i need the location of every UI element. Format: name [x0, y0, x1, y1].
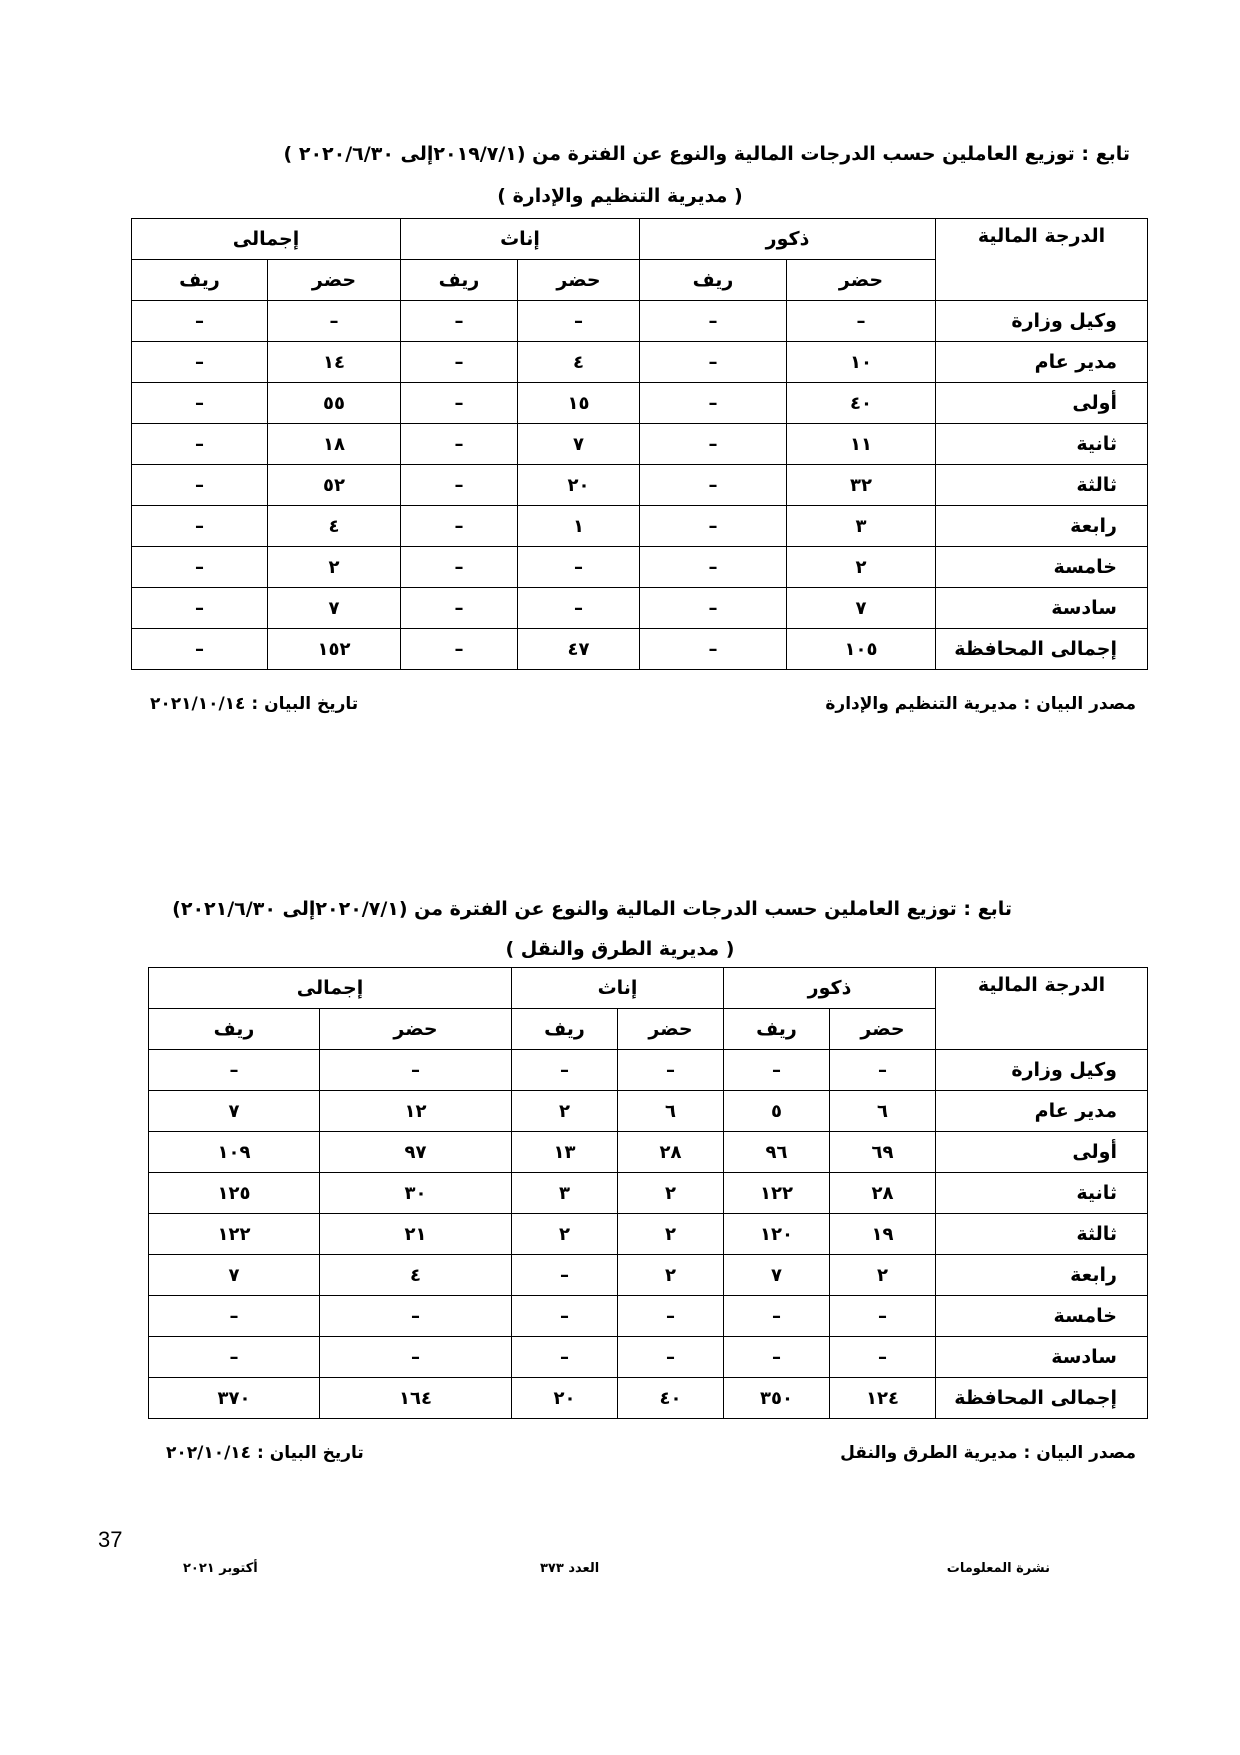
table-cell: – [618, 1337, 724, 1378]
males-rural-header: ريف [640, 260, 787, 301]
table-cell: ١٢٤ [830, 1378, 936, 1419]
table-cell: ٢٠ [512, 1378, 618, 1419]
males-urban-header: حضر [830, 1009, 936, 1050]
table-cell: – [149, 1337, 320, 1378]
table-cell: ١٢٠ [724, 1214, 830, 1255]
table-cell: ٥٢ [268, 465, 401, 506]
table-cell: – [132, 629, 268, 670]
table-cell: – [512, 1255, 618, 1296]
table-cell: – [830, 1296, 936, 1337]
table-cell: ٧ [787, 588, 936, 629]
grade-header: الدرجة المالية [936, 968, 1148, 1050]
table-cell: ٣ [787, 506, 936, 547]
females-header: إناث [512, 968, 724, 1009]
table-cell: – [618, 1050, 724, 1091]
table-cell: – [618, 1296, 724, 1337]
table-cell: ٧ [149, 1255, 320, 1296]
row-label: ثانية [936, 424, 1148, 465]
table-cell: – [518, 547, 640, 588]
footer-issue: العدد ٣٧٣ [540, 1561, 600, 1576]
table-cell: ٧ [149, 1091, 320, 1132]
table-row [149, 1296, 1148, 1337]
females-header: إناث [401, 219, 640, 260]
row-label: رابعة [936, 506, 1148, 547]
table-cell: ١٨ [268, 424, 401, 465]
table2-date: تاريخ البيان : ٢٠٢/١٠/١٤ [166, 1443, 364, 1463]
table-row [149, 1337, 1148, 1378]
table-cell: – [830, 1050, 936, 1091]
table-cell: – [132, 383, 268, 424]
table-cell: ٣٧٠ [149, 1378, 320, 1419]
row-label: إجمالى المحافظة [936, 1378, 1148, 1419]
table-cell: – [149, 1050, 320, 1091]
table-row [149, 1091, 1148, 1132]
table-cell: ٧ [724, 1255, 830, 1296]
table-cell: ١٢ [320, 1091, 512, 1132]
table-row [132, 547, 1148, 588]
table1 [131, 218, 1148, 670]
table-cell: ٣ [512, 1173, 618, 1214]
table-row [132, 424, 1148, 465]
table-cell: – [401, 506, 518, 547]
females-rural-header: ريف [512, 1009, 618, 1050]
table-row [149, 1214, 1148, 1255]
table-cell: ٢ [512, 1214, 618, 1255]
row-label: رابعة [936, 1255, 1148, 1296]
table-cell: – [787, 301, 936, 342]
total-urban-header: حضر [320, 1009, 512, 1050]
table-cell: ١٥ [518, 383, 640, 424]
males-rural-header: ريف [724, 1009, 830, 1050]
table-row [132, 342, 1148, 383]
table-cell: ٢ [512, 1091, 618, 1132]
table-cell: ٢ [618, 1173, 724, 1214]
table-cell: – [640, 506, 787, 547]
row-label: مدير عام [936, 342, 1148, 383]
row-label: ثانية [936, 1173, 1148, 1214]
table1-subtitle: ( مديرية التنظيم والإدارة ) [497, 185, 743, 207]
table-cell: – [640, 547, 787, 588]
table2 [148, 967, 1148, 1419]
table-cell: ٩٧ [320, 1132, 512, 1173]
table-cell: – [401, 465, 518, 506]
table-row [149, 1378, 1148, 1419]
table-cell: ١ [518, 506, 640, 547]
table-cell: – [724, 1050, 830, 1091]
table-cell: – [724, 1337, 830, 1378]
table-cell: ٢٨ [618, 1132, 724, 1173]
total-header: إجمالى [149, 968, 512, 1009]
table-cell: – [640, 301, 787, 342]
table-cell: – [512, 1337, 618, 1378]
row-label: ثالثة [936, 1214, 1148, 1255]
table-cell: – [132, 465, 268, 506]
table-cell: ٢ [618, 1255, 724, 1296]
table-cell: ١٥٢ [268, 629, 401, 670]
table-cell: ١٤ [268, 342, 401, 383]
table-cell: ٧ [518, 424, 640, 465]
table-cell: – [132, 342, 268, 383]
table-cell: ٤ [268, 506, 401, 547]
table1-title: تابع : توزيع العاملين حسب الدرجات المالية والنوع عن الفترة من (٢٠١٩/٧/١إلى ٢٠٢٠/٦/٣٠ ) [283, 143, 1130, 165]
page-number: 37 [98, 1527, 123, 1552]
table-cell: – [512, 1296, 618, 1337]
table-cell: ٤٠ [787, 383, 936, 424]
females-rural-header: ريف [401, 260, 518, 301]
total-rural-header: ريف [149, 1009, 320, 1050]
table1-header-row [132, 219, 1148, 260]
table-cell: – [401, 588, 518, 629]
row-label: ثالثة [936, 465, 1148, 506]
table-cell: ٤٠ [618, 1378, 724, 1419]
row-label: وكيل وزارة [936, 1050, 1148, 1091]
table-cell: ٥ [724, 1091, 830, 1132]
table-row [149, 1255, 1148, 1296]
table2-source: مصدر البيان : مديرية الطرق والنقل [840, 1443, 1136, 1463]
table2-header-row [149, 968, 1148, 1009]
table-cell: ٦٩ [830, 1132, 936, 1173]
table-cell: – [132, 506, 268, 547]
row-label: مدير عام [936, 1091, 1148, 1132]
table-cell: ٢٠ [518, 465, 640, 506]
table-cell: – [320, 1050, 512, 1091]
row-label: سادسة [936, 1337, 1148, 1378]
table-cell: – [132, 547, 268, 588]
males-urban-header: حضر [787, 260, 936, 301]
footer-month: أكتوبر ٢٠٢١ [183, 1561, 258, 1576]
row-label: أولى [936, 383, 1148, 424]
table-cell: – [830, 1337, 936, 1378]
table2-title: تابع : توزيع العاملين حسب الدرجات المالية والنوع عن الفترة من (٢٠٢٠/٧/١إلى ٢٠٢١/٦/٣٠) [172, 898, 1012, 920]
table-cell: ٩٦ [724, 1132, 830, 1173]
table-cell: – [132, 424, 268, 465]
table-cell: ١٢٢ [724, 1173, 830, 1214]
table-cell: ٣٠ [320, 1173, 512, 1214]
table-cell: – [401, 424, 518, 465]
table-cell: – [401, 342, 518, 383]
table-cell: ٣٢ [787, 465, 936, 506]
total-urban-header: حضر [268, 260, 401, 301]
table-cell: – [518, 588, 640, 629]
table-cell: ٧ [268, 588, 401, 629]
table-row [132, 465, 1148, 506]
table-cell: ١٩ [830, 1214, 936, 1255]
table-cell: ١٣ [512, 1132, 618, 1173]
table-cell: ٢ [787, 547, 936, 588]
table-cell: – [401, 629, 518, 670]
table-cell: ٤ [320, 1255, 512, 1296]
table-cell: – [640, 383, 787, 424]
table-row [149, 1132, 1148, 1173]
row-label: سادسة [936, 588, 1148, 629]
table-cell: – [640, 342, 787, 383]
table-cell: – [320, 1337, 512, 1378]
females-urban-header: حضر [618, 1009, 724, 1050]
table-cell: ٢ [618, 1214, 724, 1255]
table-cell: – [268, 301, 401, 342]
table2-subtitle: ( مديرية الطرق والنقل ) [505, 938, 735, 960]
table-cell: ١١ [787, 424, 936, 465]
males-header: ذكور [724, 968, 936, 1009]
table-cell: – [640, 588, 787, 629]
table-cell: ٢٨ [830, 1173, 936, 1214]
table-row [149, 1173, 1148, 1214]
table-cell: ٣٥٠ [724, 1378, 830, 1419]
row-label: خامسة [936, 1296, 1148, 1337]
table-cell: ٦ [618, 1091, 724, 1132]
table-cell: ١٢٢ [149, 1214, 320, 1255]
table-cell: ٤٧ [518, 629, 640, 670]
table-cell: – [640, 424, 787, 465]
table-row [132, 506, 1148, 547]
table-cell: – [640, 465, 787, 506]
table-row [149, 1050, 1148, 1091]
table-cell: ١٠ [787, 342, 936, 383]
table-cell: – [132, 301, 268, 342]
table-row [132, 588, 1148, 629]
females-urban-header: حضر [518, 260, 640, 301]
table-cell: ٢ [268, 547, 401, 588]
table-row [132, 301, 1148, 342]
table-cell: ٦ [830, 1091, 936, 1132]
table-cell: – [512, 1050, 618, 1091]
row-label: إجمالى المحافظة [936, 629, 1148, 670]
table-cell: – [401, 301, 518, 342]
table-cell: – [401, 383, 518, 424]
table-cell: – [320, 1296, 512, 1337]
row-label: خامسة [936, 547, 1148, 588]
table-cell: – [640, 629, 787, 670]
row-label: أولى [936, 1132, 1148, 1173]
table-cell: ١٠٥ [787, 629, 936, 670]
table-row [132, 383, 1148, 424]
males-header: ذكور [640, 219, 936, 260]
table-cell: ١٢٥ [149, 1173, 320, 1214]
total-header: إجمالى [132, 219, 401, 260]
table-row [132, 629, 1148, 670]
table-cell: ١٦٤ [320, 1378, 512, 1419]
table-cell: – [401, 547, 518, 588]
table-cell: ١٠٩ [149, 1132, 320, 1173]
table-cell: – [149, 1296, 320, 1337]
table1-source: مصدر البيان : مديرية التنظيم والإدارة [825, 694, 1136, 714]
table-cell: ٢١ [320, 1214, 512, 1255]
footer-publication: نشرة المعلومات [946, 1561, 1050, 1576]
grade-header: الدرجة المالية [936, 219, 1148, 301]
table-cell: – [724, 1296, 830, 1337]
table-cell: – [518, 301, 640, 342]
table1-date: تاريخ البيان : ٢٠٢١/١٠/١٤ [150, 694, 359, 714]
table-cell: ٢ [830, 1255, 936, 1296]
table-cell: – [132, 588, 268, 629]
total-rural-header: ريف [132, 260, 268, 301]
row-label: وكيل وزارة [936, 301, 1148, 342]
table-cell: ٥٥ [268, 383, 401, 424]
table-cell: ٤ [518, 342, 640, 383]
